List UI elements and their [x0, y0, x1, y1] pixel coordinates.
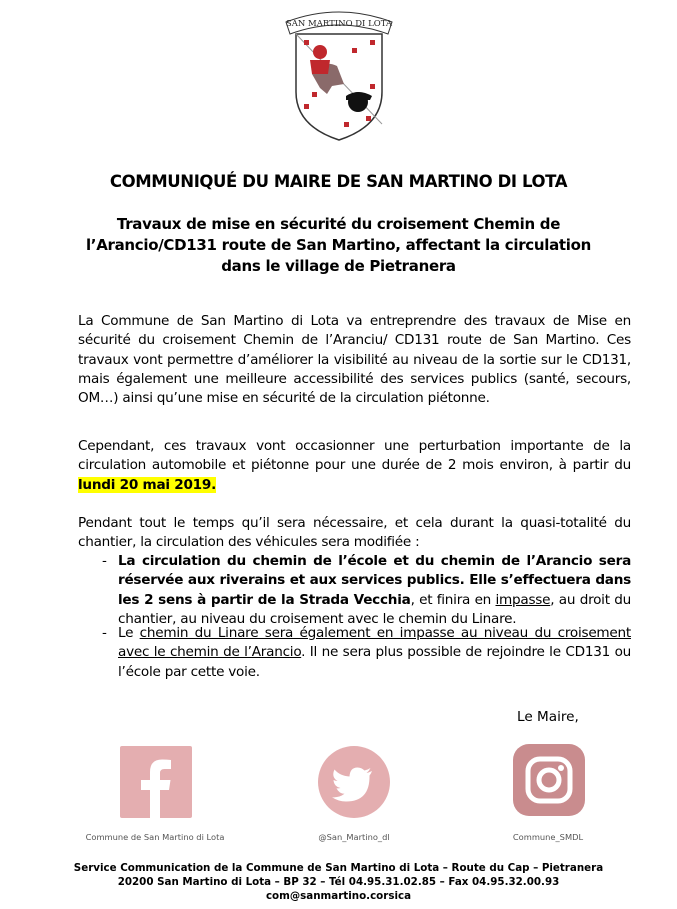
bullet-underlined-text: impasse [495, 591, 551, 608]
footer-email[interactable]: com@sanmartino.corsica [265, 890, 412, 902]
bullet-item [78, 552, 631, 629]
paragraph-disruption [78, 437, 631, 495]
coat-of-arms-icon [282, 4, 396, 144]
bullet-underlined-text: chemin du Linare sera également en impasse au niveau du croisement avec le chemin de l’Arancio [118, 625, 631, 661]
bullet-text: , et finira en [410, 591, 496, 608]
page-title: COMMUNIQUÉ DU MAIRE DE SAN MARTINO DI LOTA [109, 172, 568, 191]
footer-contact: 20200 San Martino di Lota – BP 32 – Tél 04.95.31.02.85 – Fax 04.95.32.00.93 [117, 876, 560, 888]
paragraph-intro: La Commune de San Martino di Lota va entreprendre des travaux de Mise en sécurité du croisement Chemin de l’Aranciu/ CD131 route de San Martino. Ces travaux vont permettre d’améliorer la visibilité au niveau de la sortie sur le CD131, mais également une meilleure accessibilité des services publics (santé, secours, OM…) ainsi qu’une mise en sécurité de la circulation piétonne. [78, 313, 631, 407]
footer [0, 861, 677, 903]
bullet-text: Le [118, 625, 140, 641]
instagram-label[interactable]: Commune_SMDL [512, 832, 584, 842]
crest-banner-text: SAN MARTINO DI LOTA [285, 19, 393, 29]
paragraph-changes: Pendant tout le temps qu’il sera nécessaire, et cela durant la quasi-totalité du chantier, la circulation des véhicules sera modifiée : [78, 515, 631, 551]
subtitle-line: l’Arancio/CD131 route de San Martino, affectant la circulation [85, 236, 592, 254]
subtitle [60, 214, 617, 277]
start-date: lundi 20 mai 2019. [78, 476, 217, 493]
subtitle-line: dans le village de Pietranera [221, 257, 456, 275]
bullet-text: , au droit du chantier, au niveau du croisement avec le chemin du Linare. [118, 591, 631, 627]
bullet-dash: - [102, 625, 107, 641]
twitter-label[interactable]: @San_Martino_dl [318, 832, 390, 842]
bullet-item [78, 624, 631, 682]
bullet-text: . Il ne sera plus possible de rejoindre le CD131 ou l’école par cette voie. [118, 644, 632, 680]
paragraph-text: Cependant, ces travaux vont occasionner une perturbation importante de la circulation automobile et piétonne pour une durée de 2 mois environ, à partir du [78, 438, 631, 474]
facebook-icon[interactable] [120, 746, 192, 818]
signature: Le Maire, [517, 709, 579, 725]
facebook-label[interactable]: Commune de San Martino di Lota [85, 832, 225, 842]
subtitle-line: Travaux de mise en sécurité du croisement Chemin de [116, 215, 561, 233]
instagram-icon[interactable] [513, 744, 585, 816]
footer-address: Service Communication de la Commune de San Martino di Lota – Route du Cap – Pietranera [73, 862, 604, 874]
bullet-bold-text: La circulation du chemin de l’école et du chemin de l’Arancio sera réservée aux riverains et aux services publics. Elle s’effectuera dans les 2 sens à partir de la Strada Vecchia [118, 553, 631, 608]
twitter-icon[interactable] [318, 746, 390, 818]
bullet-dash: - [102, 553, 107, 569]
